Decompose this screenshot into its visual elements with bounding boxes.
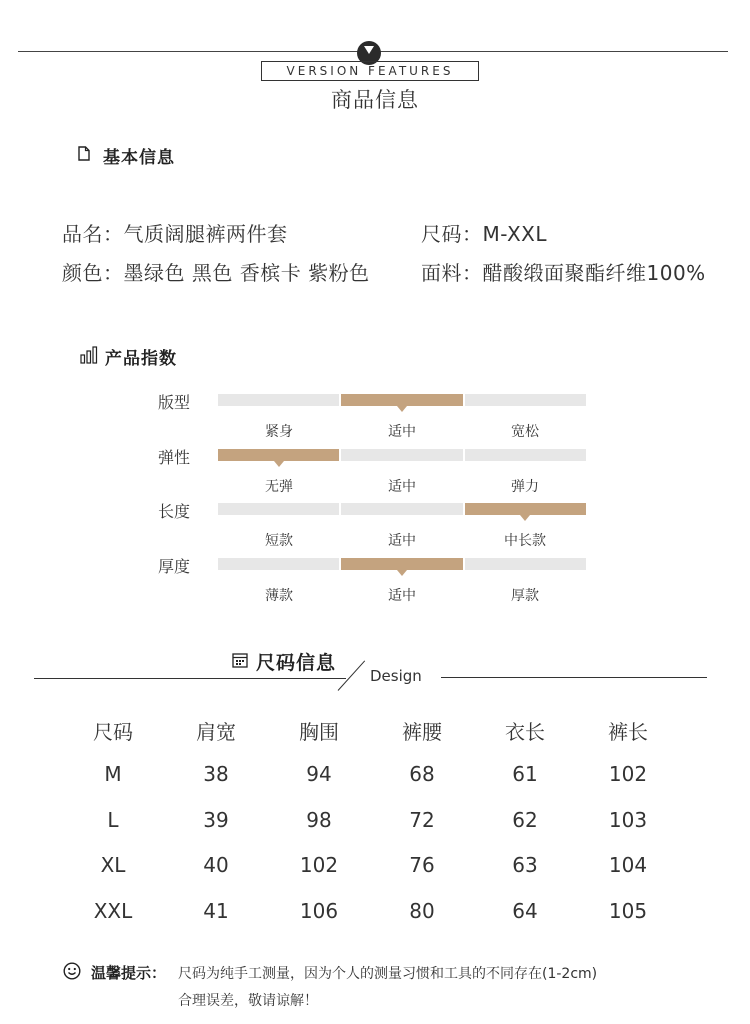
index-segment-selected: [465, 503, 586, 515]
table-cell: 80: [409, 899, 435, 923]
size-divider-left: [34, 678, 346, 679]
index-option-label: 适中: [388, 533, 416, 549]
page-title: 商品信息: [331, 88, 419, 112]
basic-info-title: 基本信息: [103, 148, 175, 168]
table-cell: 103: [608, 808, 648, 832]
index-row-label: 弹性: [158, 448, 191, 467]
index-option-label: 厚款: [511, 588, 539, 604]
index-option-label: 适中: [388, 424, 416, 440]
product-colors: 颜色：墨绿色 黑色 香槟卡 紫粉色: [62, 261, 370, 285]
table-header-cell: 胸围: [299, 720, 339, 744]
table-cell: 102: [608, 762, 648, 786]
table-cell: 94: [306, 762, 332, 786]
index-segment: [218, 503, 339, 515]
smiley-icon: [63, 962, 81, 980]
index-segment-selected: [341, 394, 462, 406]
table-cell: 38: [203, 762, 229, 786]
tip-text-line-2: 合理误差，敬请谅解！: [178, 993, 318, 1009]
bar-chart-icon: [80, 346, 98, 364]
table-cell: 102: [299, 853, 339, 877]
table-cell: 61: [512, 762, 538, 786]
tip-title: 温馨提示：: [91, 964, 167, 982]
table-cell: 98: [306, 808, 332, 832]
table-header-cell: 裤腰: [402, 720, 442, 744]
table-header-cell: 尺码: [93, 720, 133, 744]
index-row-label: 厚度: [158, 557, 191, 576]
table-cell: 63: [512, 853, 538, 877]
index-segment: [465, 449, 586, 461]
down-triangle-icon: [364, 46, 374, 54]
index-segment: [341, 449, 462, 461]
table-header-cell: 衣长: [505, 720, 545, 744]
table-cell: 104: [608, 853, 648, 877]
index-segment: [341, 503, 462, 515]
table-cell: 39: [203, 808, 229, 832]
size-divider-right: [441, 677, 707, 678]
document-icon: [78, 146, 90, 161]
size-info-title: 尺码信息: [256, 652, 337, 674]
index-option-label: 适中: [388, 479, 416, 495]
index-row-label: 长度: [158, 502, 191, 521]
table-cell: 72: [409, 808, 435, 832]
index-option-label: 无弹: [265, 479, 293, 495]
index-option-label: 宽松: [511, 424, 539, 440]
table-header-cell: 肩宽: [196, 720, 236, 744]
index-segment: [465, 394, 586, 406]
index-option-label: 适中: [388, 588, 416, 604]
index-scale-bar: [218, 449, 586, 461]
index-segment: [465, 558, 586, 570]
index-option-label: 薄款: [265, 588, 293, 604]
table-cell: L: [107, 808, 119, 832]
index-row-label: 版型: [158, 393, 191, 412]
index-scale-bar: [218, 503, 586, 515]
table-cell: 41: [203, 899, 229, 923]
table-cell: XL: [100, 853, 126, 877]
calendar-icon: [232, 652, 248, 668]
table-cell: 64: [512, 899, 538, 923]
index-option-label: 弹力: [511, 479, 539, 495]
index-segment-selected: [341, 558, 462, 570]
index-option-label: 紧身: [265, 424, 293, 440]
design-label: Design: [370, 667, 422, 685]
product-name: 品名：气质阔腿裤两件套: [62, 222, 288, 246]
table-cell: 68: [409, 762, 435, 786]
table-cell: XXL: [93, 899, 133, 923]
size-divider-slash: [338, 660, 366, 690]
index-segment: [218, 394, 339, 406]
index-scale-bar: [218, 394, 586, 406]
index-option-label: 短款: [265, 533, 293, 549]
table-header-cell: 裤长: [608, 720, 648, 744]
index-segment: [218, 558, 339, 570]
table-cell: 76: [409, 853, 435, 877]
table-cell: M: [104, 762, 122, 786]
table-cell: 105: [608, 899, 648, 923]
version-features-label: VERSION FEATURES: [261, 61, 479, 81]
index-scale-bar: [218, 558, 586, 570]
product-size-range: 尺码：M-XXL: [421, 222, 548, 246]
index-segment-selected: [218, 449, 339, 461]
table-cell: 62: [512, 808, 538, 832]
product-index-title: 产品指数: [105, 349, 177, 369]
product-fabric: 面料：醋酸缎面聚酯纤维100%: [421, 261, 706, 285]
table-cell: 106: [299, 899, 339, 923]
tip-text-line-1: 尺码为纯手工测量，因为个人的测量习惯和工具的不同存在(1-2cm): [178, 966, 598, 982]
table-cell: 40: [203, 853, 229, 877]
index-option-label: 中长款: [504, 533, 546, 549]
